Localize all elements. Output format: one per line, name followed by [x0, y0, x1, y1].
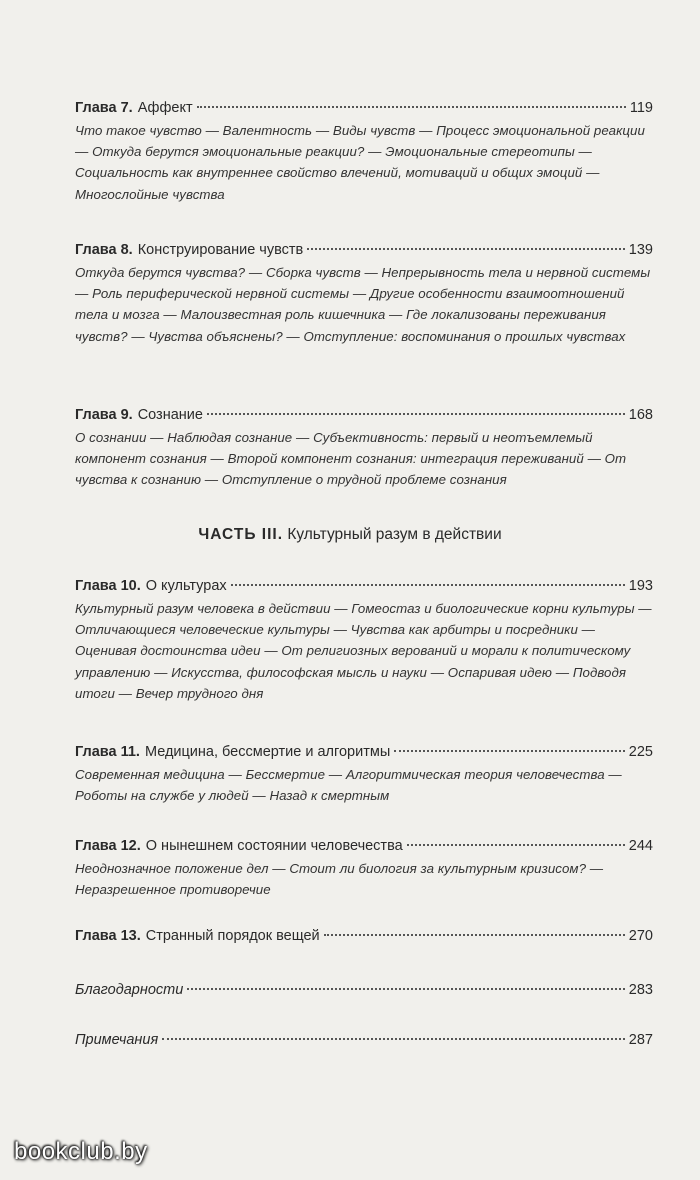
part-heading [0, 524, 700, 546]
page-number: 139 [628, 242, 653, 258]
toc-entry-chapter-10 [75, 576, 653, 704]
dot-leader [407, 844, 625, 846]
chapter-label: Глава 9. [75, 407, 133, 423]
section-title: Благодарности [75, 982, 184, 998]
watermark: bookclub.by [14, 1138, 148, 1165]
part-title: Культурный разум в действии [287, 526, 502, 543]
dot-leader [187, 988, 624, 990]
toc-entry-chapter-9 [75, 405, 653, 491]
toc-entry-chapter-7 [75, 98, 653, 205]
dot-leader [162, 1038, 625, 1040]
chapter-description: Культурный разум человека в действии — Гомеостаз и биологические корни культуры — Отличающиеся человеческие культуры — Чувства как арбитры и посредники — Оценивая достоинства идеи — От религиозных верований и морали к политическому управлению — Искусства, философская мысль и науки — Оспаривая идею — Подводя итоги — Вечер трудного дня [75, 601, 652, 701]
page-number: 287 [628, 1032, 653, 1048]
chapter-label: Глава 12. [75, 838, 141, 854]
page-number: 270 [628, 928, 653, 944]
toc-entry-chapter-12 [75, 836, 653, 900]
toc-entry-chapter-13 [75, 926, 653, 946]
toc-entry-acknowledgements [75, 980, 653, 1000]
toc-heading [75, 98, 653, 118]
page-number: 168 [628, 407, 653, 423]
toc-heading [75, 576, 653, 596]
chapter-title: Аффект [137, 100, 193, 116]
dot-leader [231, 584, 625, 586]
page-number: 244 [628, 838, 653, 854]
page-number: 193 [628, 578, 653, 594]
toc-heading [75, 980, 653, 1000]
chapter-description: Откуда берутся чувства? — Сборка чувств — Непрерывность тела и нервной системы — Роль периферической нервной системы — Другие особенности взаимоотношений тела и мозга — Малоизвестная роль кишечника — Где локализованы переживания чувств? — Чувства объяснены? — Отступление: воспоминания о прошлых чувствах [75, 265, 651, 344]
dot-leader [207, 413, 625, 415]
toc-entry-chapter-8 [75, 240, 653, 347]
page-number: 225 [628, 744, 653, 760]
section-title: Примечания [75, 1032, 159, 1048]
page-number: 283 [628, 982, 653, 998]
toc-heading [75, 240, 653, 260]
toc-heading [75, 742, 653, 762]
chapter-label: Глава 10. [75, 578, 141, 594]
chapter-title: О нынешнем состоянии человечества [145, 838, 403, 854]
page-number: 119 [629, 100, 653, 116]
chapter-title: Сознание [137, 407, 203, 423]
chapter-description: Современная медицина — Бессмертие — Алгоритмическая теория человечества — Роботы на службе у людей — Назад к смертным [75, 767, 622, 804]
chapter-label: Глава 7. [75, 100, 133, 116]
toc-entry-notes [75, 1030, 653, 1050]
chapter-title: Медицина, бессмертие и алгоритмы [144, 744, 391, 760]
chapter-description: Неоднозначное положение дел — Стоит ли биология за культурным кризисом? — Неразрешенное противоречие [75, 861, 604, 898]
dot-leader [394, 750, 625, 752]
chapter-title: Странный порядок вещей [145, 928, 320, 944]
toc-heading [75, 405, 653, 425]
dot-leader [307, 248, 625, 250]
toc-heading [75, 836, 653, 856]
chapter-description: Что такое чувство — Валентность — Виды чувств — Процесс эмоциональной реакции — Откуда берутся эмоциональные реакции? — Эмоциональные стереотипы — Социальность как внутреннее свойство влечений, мотиваций и общих эмоций — Многослойные чувства [75, 123, 645, 202]
chapter-label: Глава 13. [75, 928, 141, 944]
chapter-title: О культурах [145, 578, 227, 594]
toc-heading [75, 926, 653, 946]
chapter-label: Глава 11. [75, 744, 140, 760]
dot-leader [324, 934, 625, 936]
toc-heading [75, 1030, 653, 1050]
chapter-title: Конструирование чувств [137, 242, 304, 258]
part-label: ЧАСТЬ III. [198, 526, 284, 543]
chapter-description: О сознании — Наблюдая сознание — Субъективность: первый и неотъемлемый компонент сознания — Второй компонент сознания: интеграция переживаний — От чувства к сознанию — Отступление о трудной проблеме сознания [75, 430, 627, 488]
toc-entry-chapter-11 [75, 742, 653, 806]
chapter-label: Глава 8. [75, 242, 133, 258]
dot-leader [197, 106, 626, 108]
